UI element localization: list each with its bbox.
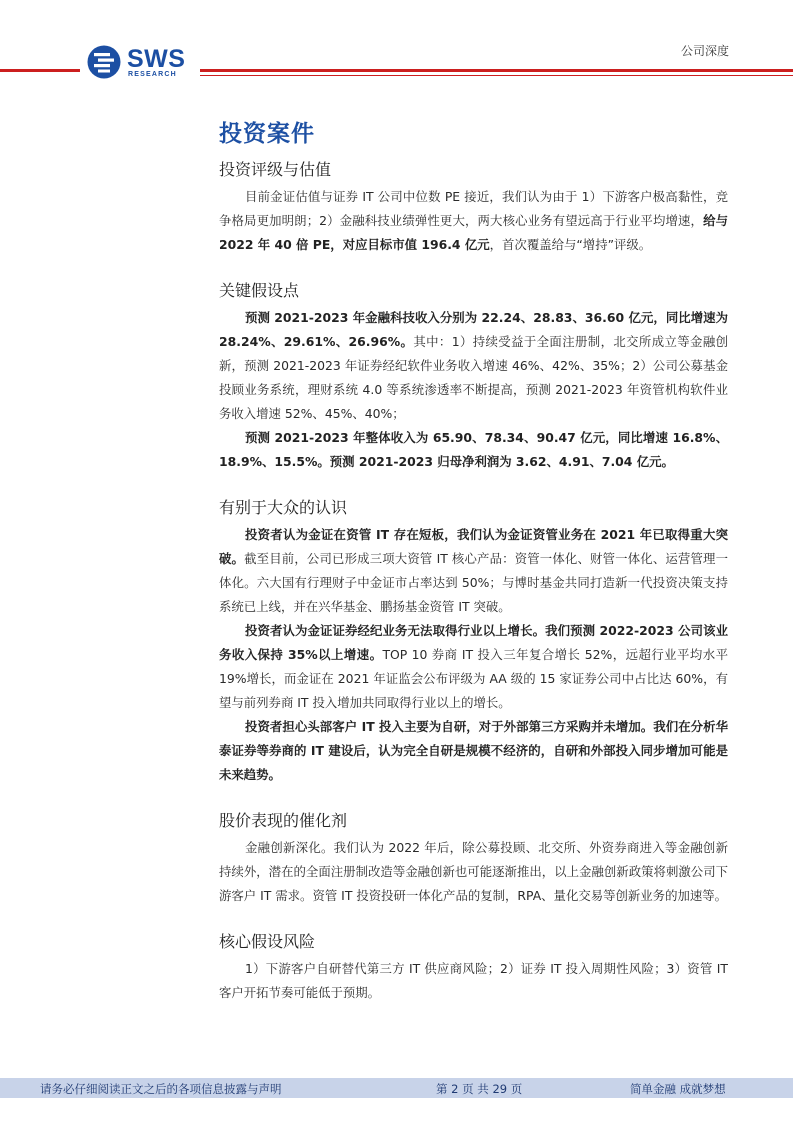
logo-text: SWS <box>127 45 186 73</box>
section-title-assumptions: 关键假设点 <box>219 281 300 300</box>
footer-disclaimer: 请务必仔细阅读正文之后的各项信息披露与声明 <box>40 1082 282 1096</box>
page-title: 投资案件 <box>219 121 315 147</box>
header-rule-right <box>200 69 793 72</box>
footer-slogan: 简单金融 成就梦想 <box>630 1082 726 1096</box>
sws-logo-mark-icon <box>86 44 122 80</box>
section-paragraph: 预测 2021-2023 年整体收入为 65.90、78.34、90.47 亿元，同比增速 16.8%、18.9%、15.5%。预测 2021-2023 归母净利润为 3.62、4.91、7.04 亿元。 <box>219 430 728 469</box>
section-title-differentiated-view: 有别于大众的认识 <box>219 498 348 517</box>
page-header <box>0 0 793 80</box>
page-footer <box>0 1078 793 1098</box>
section-paragraph: 投资者认为金证证券经纪业务无法取得行业以上增长。我们预测 2022-2023 公司该业务收入保持 35%以上增速。TOP 10 券商 IT 投入三年复合增长 52%，远超行业平均水平 19%增长，而金证在 2021 年证监会公布评级为 AA 级的 15 家证券公司中占比达 60%，有望与前列券商 IT 投入增加共同取得行业以上的增长。 <box>219 623 728 710</box>
sws-logo <box>86 44 196 82</box>
main-content <box>219 118 728 1005</box>
header-rule-right-thin <box>200 75 793 76</box>
section-title-catalysts: 股价表现的催化剂 <box>219 811 348 830</box>
section-paragraph: 投资者认为金证在资管 IT 存在短板，我们认为金证资管业务在 2021 年已取得重大突破。截至目前，公司已形成三项大资管 IT 核心产品：资管一体化、财管一体化、运营管理一体化。六大国有行理财子中金证市占率达到 50%；与博时基金共同打造新一代投资决策支持系统已上线，并在兴华基金、鹏扬基金资管 IT 突破。 <box>219 527 729 614</box>
section-paragraph: 金融创新深化。我们认为 2022 年后，除公募投顾、北交所、外资券商进入等金融创新持续外，潜在的全面注册制改造等金融创新也可能逐渐推出，以上金融创新政策将刺激公司下游客户 IT 需求。资管 IT 投资投研一体化产品的复制，RPA、量化交易等创新业务的加速等。 <box>219 840 728 903</box>
logo-subtext: RESEARCH <box>128 71 177 78</box>
footer-page-number: 第 2 页 共 29 页 <box>436 1082 523 1096</box>
section-paragraph: 目前金证估值与证券 IT 公司中位数 PE 接近，我们认为由于 1）下游客户极高黏性，竞争格局更加明朗；2）金融科技业绩弹性更大，两大核心业务有望远高于行业平均增速，给与 2022 年 40 倍 PE，对应目标市值 196.4 亿元，首次覆盖给与“增持”评级。 <box>219 189 728 252</box>
section-title-rating: 投资评级与估值 <box>219 160 332 179</box>
section-paragraph: 投资者担心头部客户 IT 投入主要为自研，对于外部第三方采购并未增加。我们在分析华泰证券等券商的 IT 建设后，认为完全自研是规模不经济的，自研和外部投入同步增加可能是未来趋势。 <box>219 719 728 782</box>
header-rule-left <box>0 69 80 72</box>
section-title-risks: 核心假设风险 <box>219 932 316 951</box>
section-paragraph: 预测 2021-2023 年金融科技收入分别为 22.24、28.83、36.60 亿元，同比增速为 28.24%、29.61%、26.96%。其中：1）持续受益于全面注册制，北交所成立等金融创新，预测 2021-2023 年证券经纪软件业务收入增速 46%、42%、35%；2）公司公募基金投顾业务系统，理财系统 4.0 等系统渗透率不断提高，预测 2021-2023 年资管机构软件业务收入增速 52%、45%、40%； <box>219 310 728 421</box>
report-type-label: 公司深度 <box>680 44 729 58</box>
section-paragraph: 1）下游客户自研替代第三方 IT 供应商风险；2）证券 IT 投入周期性风险；3）资管 IT 客户开拓节奏可能低于预期。 <box>219 961 728 1000</box>
